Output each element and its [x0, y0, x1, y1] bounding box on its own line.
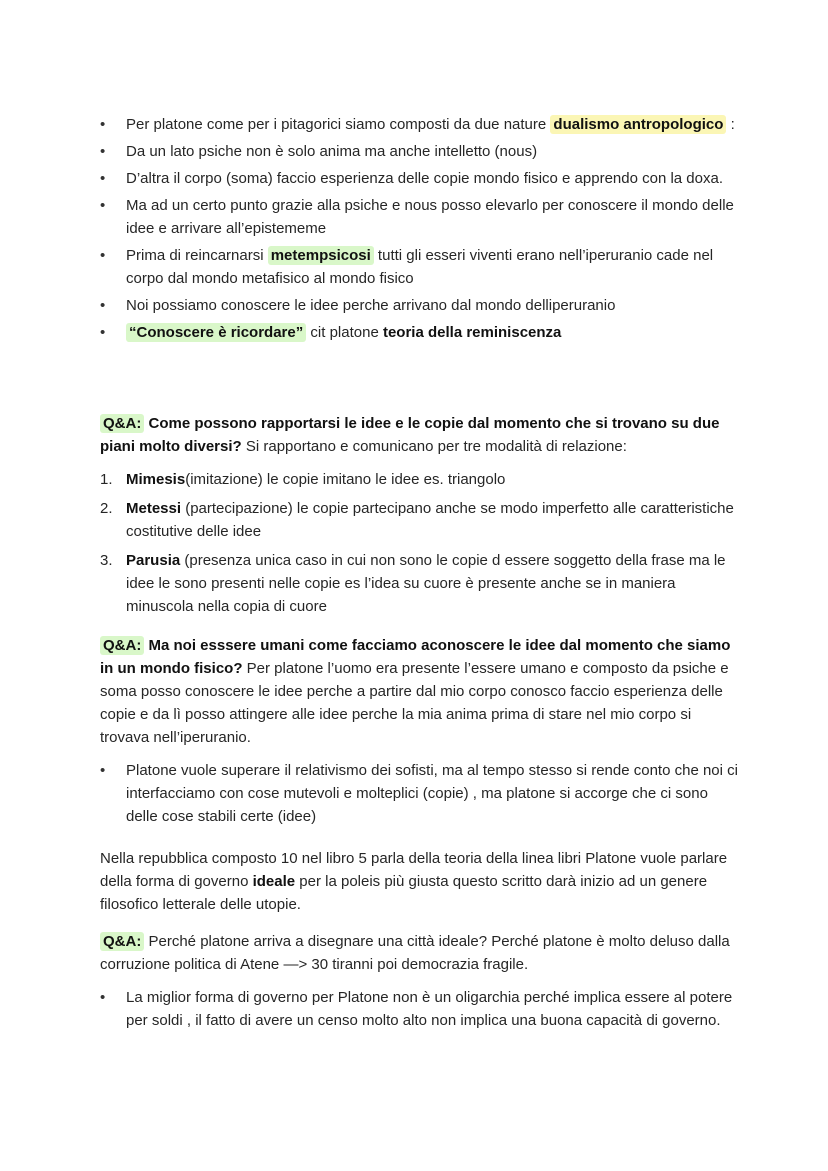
highlight-conoscere: “Conoscere è ricordare” — [126, 323, 306, 342]
qa-tag: Q&A: — [100, 932, 144, 951]
qa-tag: Q&A: — [100, 636, 144, 655]
list-item: • “Conoscere è ricordare” cit platone teoria della reminiscenza — [100, 321, 740, 344]
list-item: • Per platone come per i pitagorici siamo composti da due nature dualismo antropologico : — [100, 113, 740, 136]
qa-paragraph-1 — [100, 412, 740, 458]
list-item: 1. Mimesis(imitazione) le copie imitano le idee es. triangolo — [100, 471, 506, 488]
list-item: 3. Parusia (presenza unica caso in cui non sono le copie d essere soggetto della frase ma le idee le sono presenti nelle copie es l’idea su cuore è presente anche se in maniera minuscola nella copia di cuore — [100, 552, 726, 615]
repubblica-paragraph: Nella repubblica composto 10 nel libro 5 parla della teoria della linea libri Platone vuole parlare della forma di governo ideale per la poleis più giusta questo scritto darà inizio ad un genere filosofico letterale delle utopie. — [100, 850, 728, 913]
list-item: 2. Metessi (partecipazione) le copie partecipano anche se modo imperfetto alle caratteristiche costitutive delle idee — [100, 500, 734, 540]
bullet-list-sofisti — [100, 759, 740, 828]
qa-answer: Si rapportano e comunicano per tre modalità di relazione: — [241, 438, 627, 455]
qa-answer: Per platone l’uomo era presente l’essere umano e composto da psiche e soma posso conoscere le idee perche a partire dal mio corpo conosco faccio esperienza delle copie e da lì posso attingere alle idee perche la mia anima prima di stare nel mio corpo si trovava nell’iperuranio. — [100, 660, 729, 746]
bullet-list-dualismo — [100, 113, 740, 344]
list-item: • Ma ad un certo punto grazie alla psiche e nous posso elevarlo per conoscere il mondo delle idee e arrivare all’epistememe — [100, 194, 740, 240]
list-item: • Platone vuole superare il relativismo dei sofisti, ma al tempo stesso si rende conto che noi ci interfacciamo con cose mutevoli e molteplici (copie) , ma platone si accorge che ci sono delle cose stabili certe (idee) — [100, 759, 740, 828]
list-item: • Prima di reincarnarsi metempsicosi tutti gli esseri viventi erano nell’iperuranio cade nel corpo dal mondo metafisico al mondo fisico — [100, 244, 740, 290]
bullet-list-governo — [100, 986, 740, 1032]
list-item: • Noi possiamo conoscere le idee perche arrivano dal mondo delliperuranio — [100, 294, 740, 317]
qa-question: Come possono rapportarsi le idee e le copie dal momento che si trovano su due piani molto diversi? — [100, 415, 720, 455]
numbered-list-relazioni — [100, 468, 740, 618]
qa-tag: Q&A: — [100, 414, 144, 433]
highlight-metempsicosi: metempsicosi — [268, 246, 374, 265]
ideale-bold: ideale — [252, 873, 296, 890]
qa-paragraph-3: Q&A: Perché platone arriva a disegnare una città ideale? Perché platone è molto deluso dalla corruzione politica di Atene —> 30 tiranni poi democrazia fragile. — [100, 933, 730, 973]
qa-question: Ma noi esssere umani come facciamo aconoscere le idee dal momento che siamo in un mondo fisico? — [100, 637, 731, 677]
list-item: • La miglior forma di governo per Platone non è un oligarchia perché implica essere al potere per soldi , il fatto di avere un censo molto alto non implica una buona capacità di governo. — [100, 986, 740, 1032]
qa-paragraph-2 — [100, 634, 740, 749]
teoria-reminiscenza: teoria della reminiscenza — [382, 324, 562, 341]
list-item: • Da un lato psiche non è solo anima ma anche intelletto (nous) — [100, 140, 740, 163]
highlight-dualismo: dualismo antropologico — [550, 115, 726, 134]
list-item: • D’altra il corpo (soma) faccio esperienza delle copie mondo fisico e apprendo con la doxa. — [100, 167, 740, 190]
